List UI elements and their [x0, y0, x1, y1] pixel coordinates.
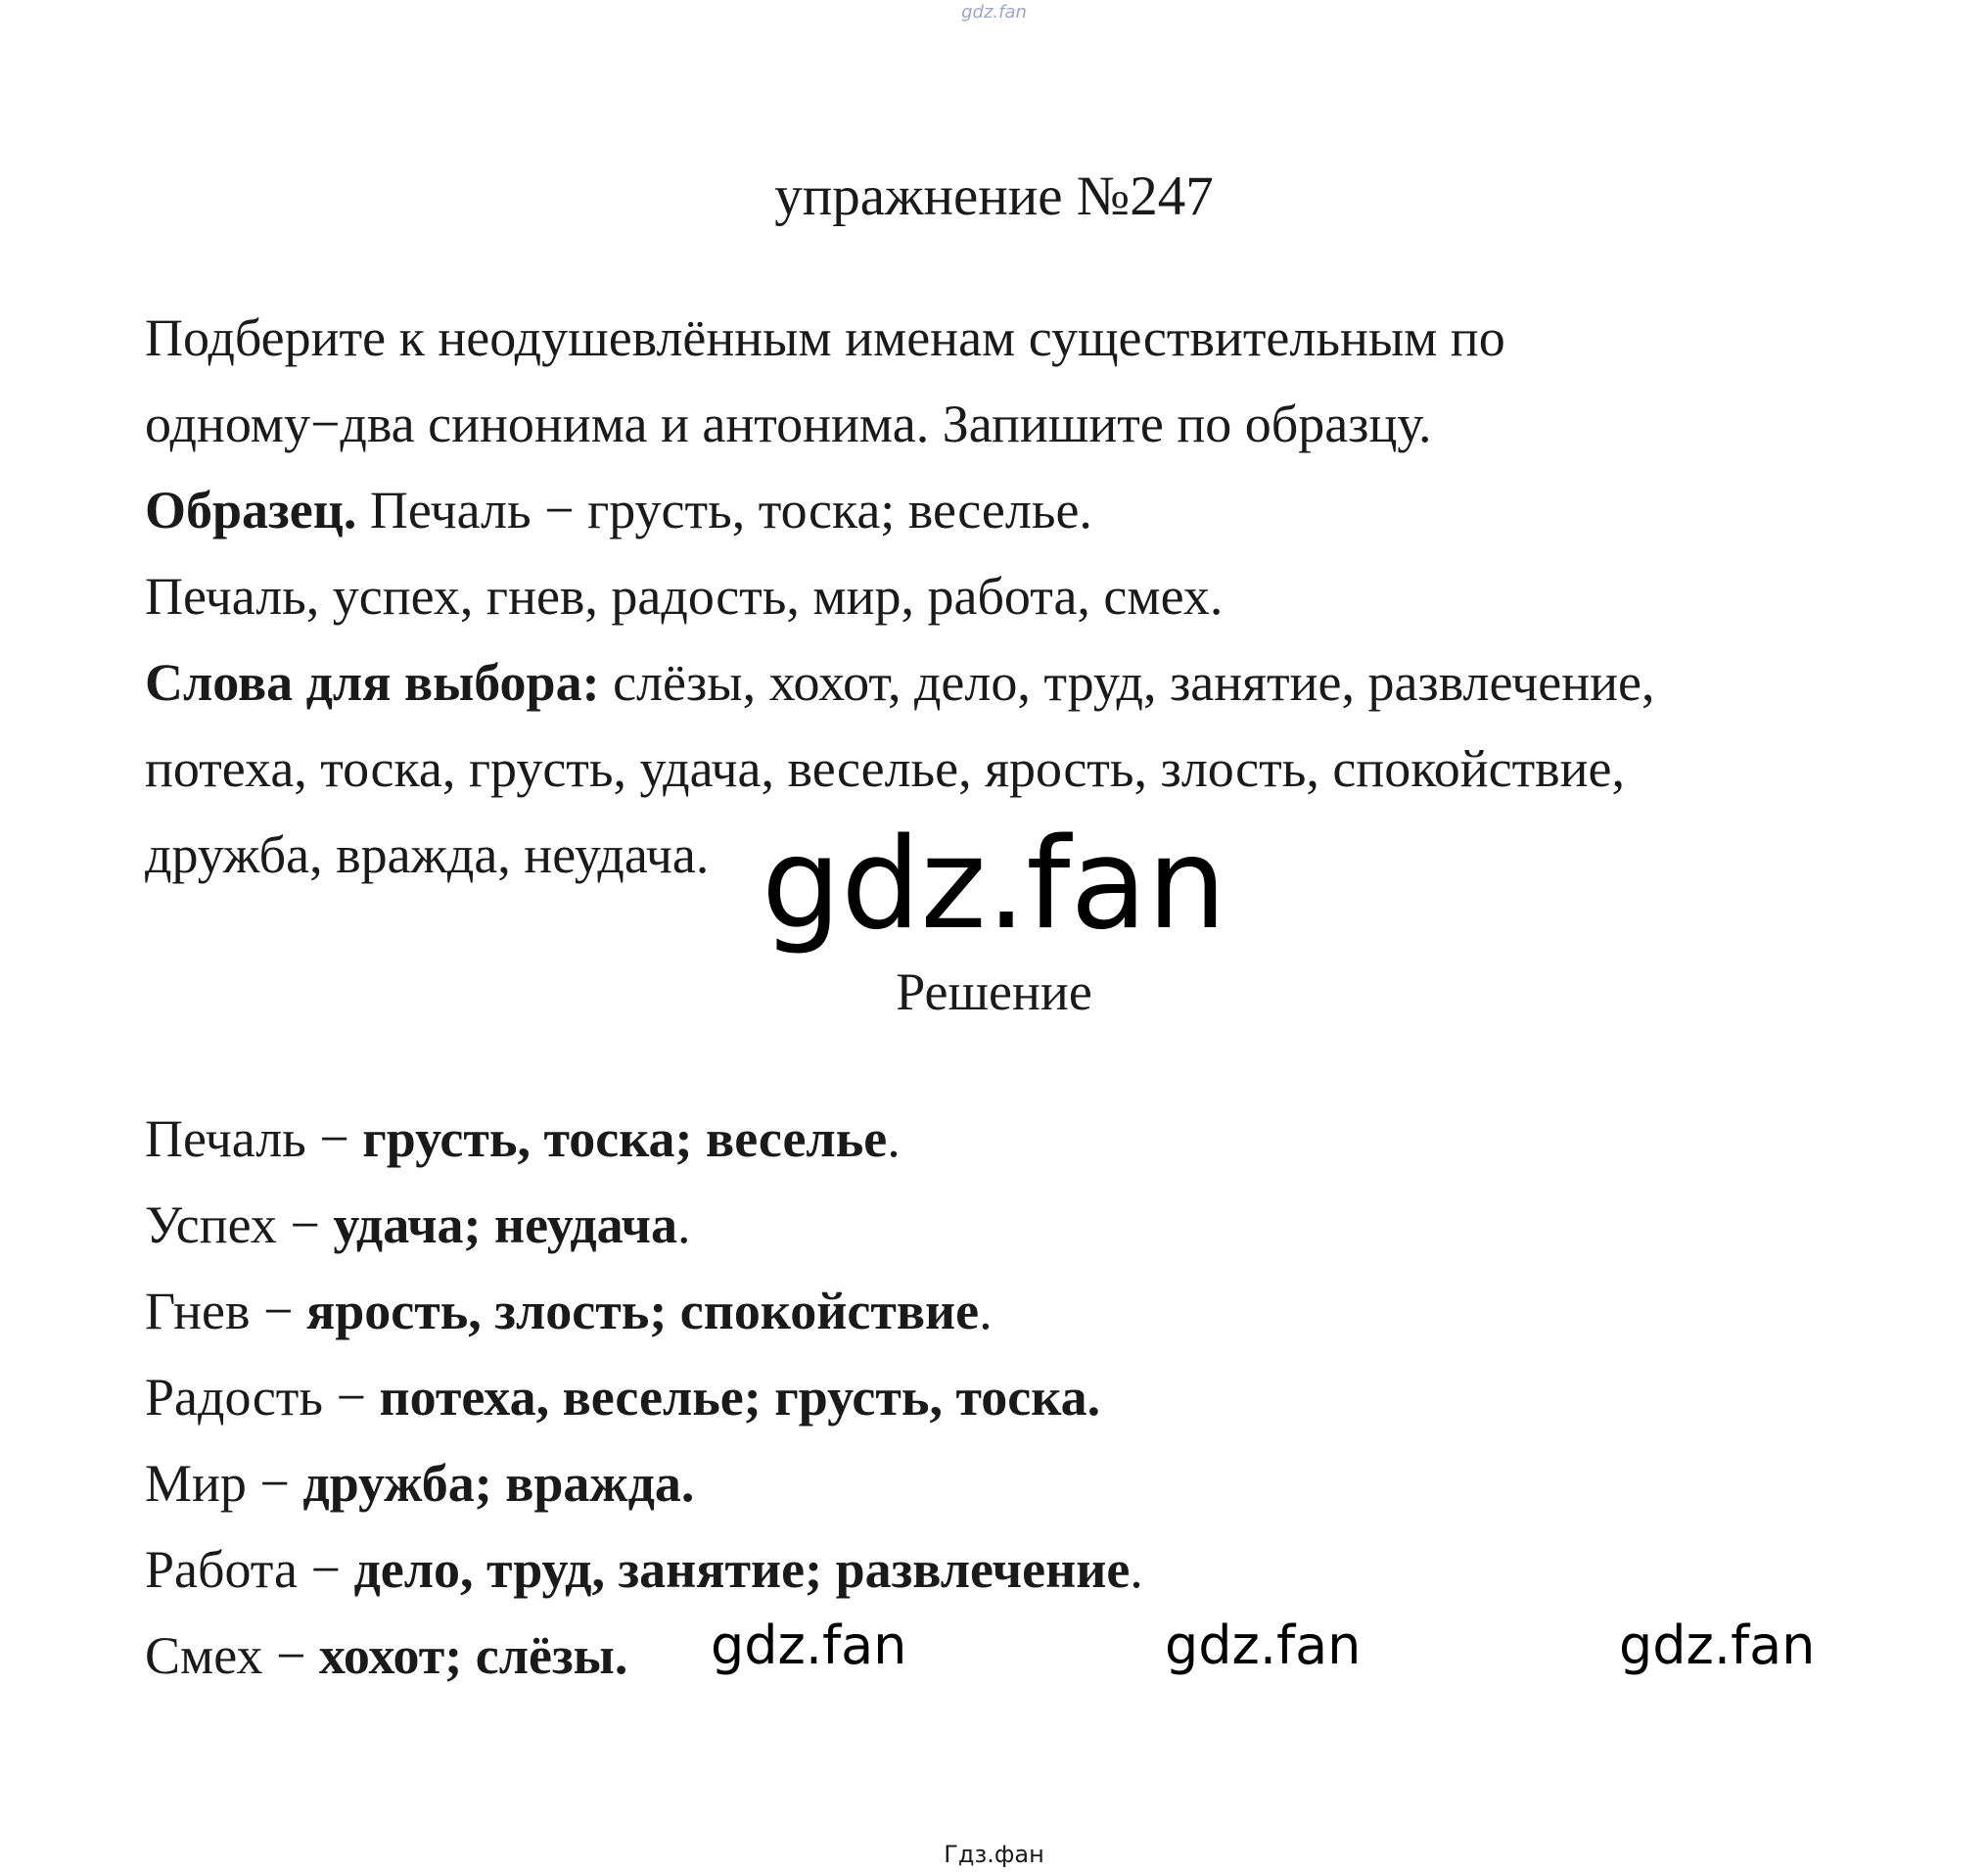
bottom-watermark-2: gdz.fan	[1165, 1615, 1362, 1676]
solution-word: Гнев −	[145, 1282, 306, 1340]
task-line-1: Подберите к неодушевлённым именам существительным по	[145, 308, 1505, 367]
solution-row	[145, 1195, 691, 1254]
solution-answer: хохот; слёзы.	[318, 1626, 628, 1685]
solution-tail: .	[979, 1282, 993, 1340]
solution-tail: .	[1130, 1540, 1143, 1599]
sample-label: Образец.	[145, 481, 357, 539]
choice-line-2: потеха, тоска, грусть, удача, веселье, ярость, злость, спокойствие,	[145, 739, 1626, 798]
solution-tail: .	[887, 1109, 901, 1168]
solution-answer: дружба; вражда.	[302, 1454, 695, 1513]
footer-watermark: Гдз.фан	[944, 1841, 1044, 1868]
bottom-watermark-1: gdz.fan	[711, 1615, 907, 1676]
solution-word: Мир −	[145, 1454, 303, 1513]
solution-row	[145, 1626, 628, 1685]
solution-answer: удача; неудача	[333, 1195, 677, 1254]
solution-word: Работа −	[145, 1540, 354, 1599]
choice-text-1: слёзы, хохот, дело, труд, занятие, развлечение,	[599, 653, 1655, 712]
solution-row	[145, 1282, 993, 1340]
choice-line-3: дружба, вражда, неудача.	[145, 825, 710, 884]
words-line: Печаль, успех, гнев, радость, мир, работа, смех.	[145, 567, 1224, 626]
choice-label: Слова для выбора:	[145, 653, 600, 712]
solution-answer: дело, труд, занятие; развлечение	[353, 1540, 1131, 1599]
solution-word: Смех −	[145, 1626, 319, 1685]
solution-word: Печаль −	[145, 1109, 363, 1168]
choice-line-1	[145, 653, 1655, 712]
bottom-watermark-3: gdz.fan	[1619, 1615, 1816, 1676]
center-watermark: gdz.fan	[762, 812, 1226, 958]
solution-answer: грусть, тоска; веселье	[362, 1109, 888, 1168]
sample-line	[145, 481, 1092, 539]
solution-word: Успех −	[145, 1195, 334, 1254]
exercise-title: упражнение №247	[774, 165, 1214, 227]
solution-row	[145, 1540, 1143, 1599]
solution-answer: ярость, злость; спокойствие	[305, 1282, 980, 1340]
solution-row	[145, 1454, 695, 1513]
solution-row	[145, 1368, 1101, 1427]
task-line-2: одному−два синонима и антонима. Запишите по образцу.	[145, 395, 1432, 453]
solution-tail: .	[676, 1195, 691, 1254]
top-watermark: gdz.fan	[961, 2, 1027, 23]
solution-title: Решение	[896, 962, 1092, 1021]
solution-word: Радость −	[145, 1368, 380, 1427]
solution-answer: потеха, веселье; грусть, тоска.	[379, 1368, 1101, 1427]
sample-text: Печаль − грусть, тоска; веселье.	[356, 481, 1092, 539]
solution-row	[145, 1109, 901, 1168]
